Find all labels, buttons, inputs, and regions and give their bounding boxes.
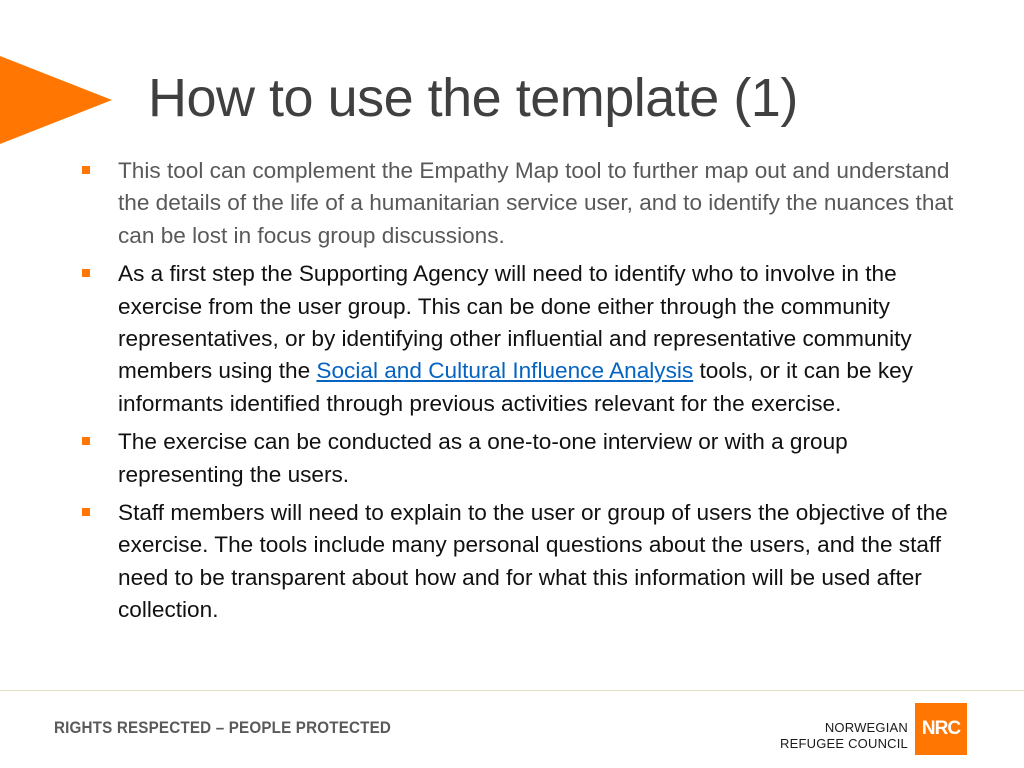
slide-title: How to use the template (1) xyxy=(148,68,798,128)
bullet-text-before-link: As a first step the Supporting Agency will need to identify who to involve in the exercise from the user group. This can be done either through the community representatives, or by identifying other influential and representative community members using the xyxy=(118,261,912,384)
bullet-square-icon xyxy=(82,508,90,516)
org-name-line-2: REFUGEE COUNCIL xyxy=(780,736,908,751)
bullet-square-icon xyxy=(82,437,90,445)
bullet-square-icon xyxy=(82,166,90,174)
bullet-text: The exercise can be conducted as a one-to-one interview or with a group representing the users. xyxy=(118,429,848,487)
nrc-logo-text: NRC xyxy=(921,718,961,739)
org-name-line-1: NORWEGIAN xyxy=(824,720,908,735)
bullet-square-icon xyxy=(82,269,90,277)
nrc-logo xyxy=(915,703,967,755)
social-cultural-influence-link[interactable]: Social and Cultural Influence Analysis xyxy=(316,358,694,384)
footer-divider xyxy=(0,690,1024,691)
accent-triangle-icon xyxy=(0,56,112,144)
bullet-list xyxy=(80,155,965,633)
bullet-item-2 xyxy=(80,258,965,420)
bullet-text: Staff members will need to explain to the user or group of users the objective of the exercise. The tools include many personal questions about the users, and the staff need to be transparent about how and for what this information will be used after collection. xyxy=(118,500,948,623)
footer-tagline: RIGHTS RESPECTED – PEOPLE PROTECTED xyxy=(54,719,392,737)
bullet-item-1 xyxy=(80,155,965,252)
organization-name xyxy=(780,720,908,752)
bullet-text-after-link: tools, or it can be key informants identified through previous activities relevant for the exercise. xyxy=(118,358,913,416)
bullet-item-3 xyxy=(80,426,965,491)
bullet-text: This tool can complement the Empathy Map tool to further map out and understand the details of the life of a humanitarian service user, and to identify the nuances that can be lost in focus group discussions. xyxy=(118,158,954,248)
bullet-item-4 xyxy=(80,497,965,627)
